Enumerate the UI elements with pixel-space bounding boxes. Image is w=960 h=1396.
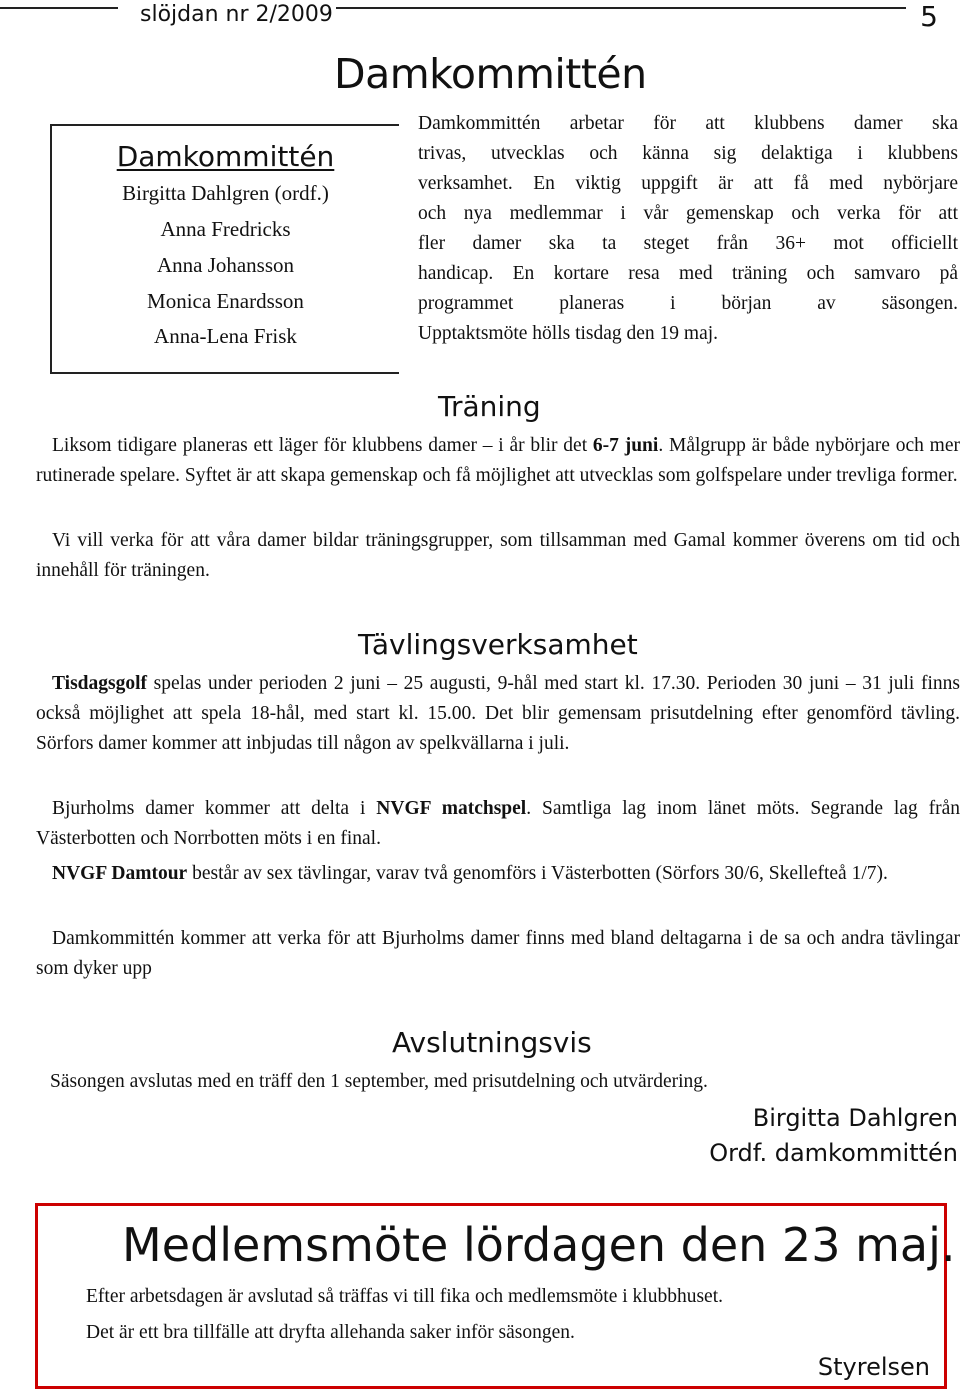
tavling-paragraph-2 xyxy=(36,794,960,854)
traning-paragraph-2 xyxy=(36,526,960,586)
intro-line: och nya medlemmar i vår gemenskap och verka för att xyxy=(418,203,958,224)
section-heading-avslutning: Avslutningsvis xyxy=(392,1026,592,1059)
intro-line: handicap. En kortare resa med träning och samvaro på xyxy=(418,263,958,284)
committee-member: Anna-Lena Frisk xyxy=(154,324,297,348)
committee-member: Anna Fredricks xyxy=(160,217,291,241)
section-heading-tavling: Tävlingsverksamhet xyxy=(358,628,638,661)
signature-role: Ordf. damkommittén xyxy=(709,1139,958,1167)
intro-paragraph xyxy=(418,109,958,349)
avslutning-paragraph: Säsongen avslutas med en träff den 1 september, med prisutdelning och utvärdering. xyxy=(50,1071,708,1092)
bold-term: Tisdagsgolf xyxy=(52,673,148,694)
text: Vi vill verka för att våra damer bildar träningsgrupper, som tillsamman med Gamal kommer överens om tid och innehåll för träningen. xyxy=(36,530,960,581)
page-title: Damkommittén xyxy=(334,50,647,98)
notice-line: Det är ett bra tillfälle att dryfta allehanda saker inför säsongen. xyxy=(86,1322,575,1343)
intro-line: fler damer ska ta steget från 36+ mot officiellt xyxy=(418,233,958,254)
signature-name: Birgitta Dahlgren xyxy=(752,1104,958,1132)
tavling-paragraph-1 xyxy=(36,669,960,759)
header-rule-right xyxy=(336,7,906,9)
committee-title: Damkommittén xyxy=(116,140,335,173)
text: spelas under perioden 2 juni – 25 augusti, 9-hål med start kl. 17.30. Perioden 30 juni – 31 juli finns också möjlighet att spela 18-hål, med start kl. 15.00. Det blir gemensam prisutdelning efter genomförd tävling. Sörfors damer kommer att inbjudas till någon av spelkvällarna i juli. xyxy=(36,673,960,754)
text: Bjurholms damer kommer att delta i xyxy=(52,798,377,819)
intro-line: trivas, utvecklas och känna sig delaktiga i klubbens xyxy=(418,143,958,164)
committee-member: Birgitta Dahlgren (ordf.) xyxy=(122,181,329,205)
bold-date: 6-7 juni xyxy=(592,435,659,456)
section-heading-traning: Träning xyxy=(438,390,541,423)
committee-member: Anna Johansson xyxy=(156,253,295,277)
traning-paragraph-1 xyxy=(36,431,960,491)
intro-line: programmet planeras i början av säsongen. xyxy=(418,293,958,314)
committee-box xyxy=(50,124,399,374)
bold-term: NVGF matchspel xyxy=(376,798,527,819)
text: består av sex tävlingar, varav två genomförs i Västerbotten (Sörfors 30/6, Skellefteå 1/7). xyxy=(187,863,888,884)
intro-line: verksamhet. En viktig uppgift är att få med nybörjare xyxy=(418,173,958,194)
meeting-notice-box xyxy=(35,1203,956,1389)
notice-signature: Styrelsen xyxy=(817,1353,930,1381)
header-rule-left xyxy=(0,7,118,9)
committee-member: Monica Enardsson xyxy=(147,289,304,313)
page-number: 5 xyxy=(920,0,938,33)
notice-title: Medlemsmöte lördagen den 23 maj. xyxy=(122,1218,956,1272)
bold-term: NVGF Damtour xyxy=(52,863,188,884)
text: . Samtliga lag inom länet möts. Segrande lag från Västerbotten och Norrbotten möts i en final. xyxy=(36,798,960,849)
tavling-paragraph-4 xyxy=(36,924,960,984)
text: Liksom tidigare planeras ett läger för klubbens damer – i år blir det xyxy=(52,435,593,456)
intro-line: Upptaktsmöte hölls tisdag den 19 maj. xyxy=(418,323,719,344)
text: Damkommittén kommer att verka för att Bjurholms damer finns med bland deltagarna i de sa och andra tävlingar som dyker upp xyxy=(36,928,960,979)
text: . Målgrupp är både nybörjare och mer rutinerade spelare. Syftet är att skapa gemenskap och få möjlighet att utvecklas som golfspelare under trevliga former. xyxy=(36,435,960,486)
header-title: slöjdan nr 2/2009 xyxy=(140,2,333,27)
notice-line: Efter arbetsdagen är avslutad så träffas vi till fika och medlemsmöte i klubbhuset. xyxy=(86,1286,723,1307)
tavling-paragraph-3 xyxy=(36,859,960,889)
intro-line: Damkommittén arbetar för att klubbens damer ska xyxy=(418,113,958,134)
